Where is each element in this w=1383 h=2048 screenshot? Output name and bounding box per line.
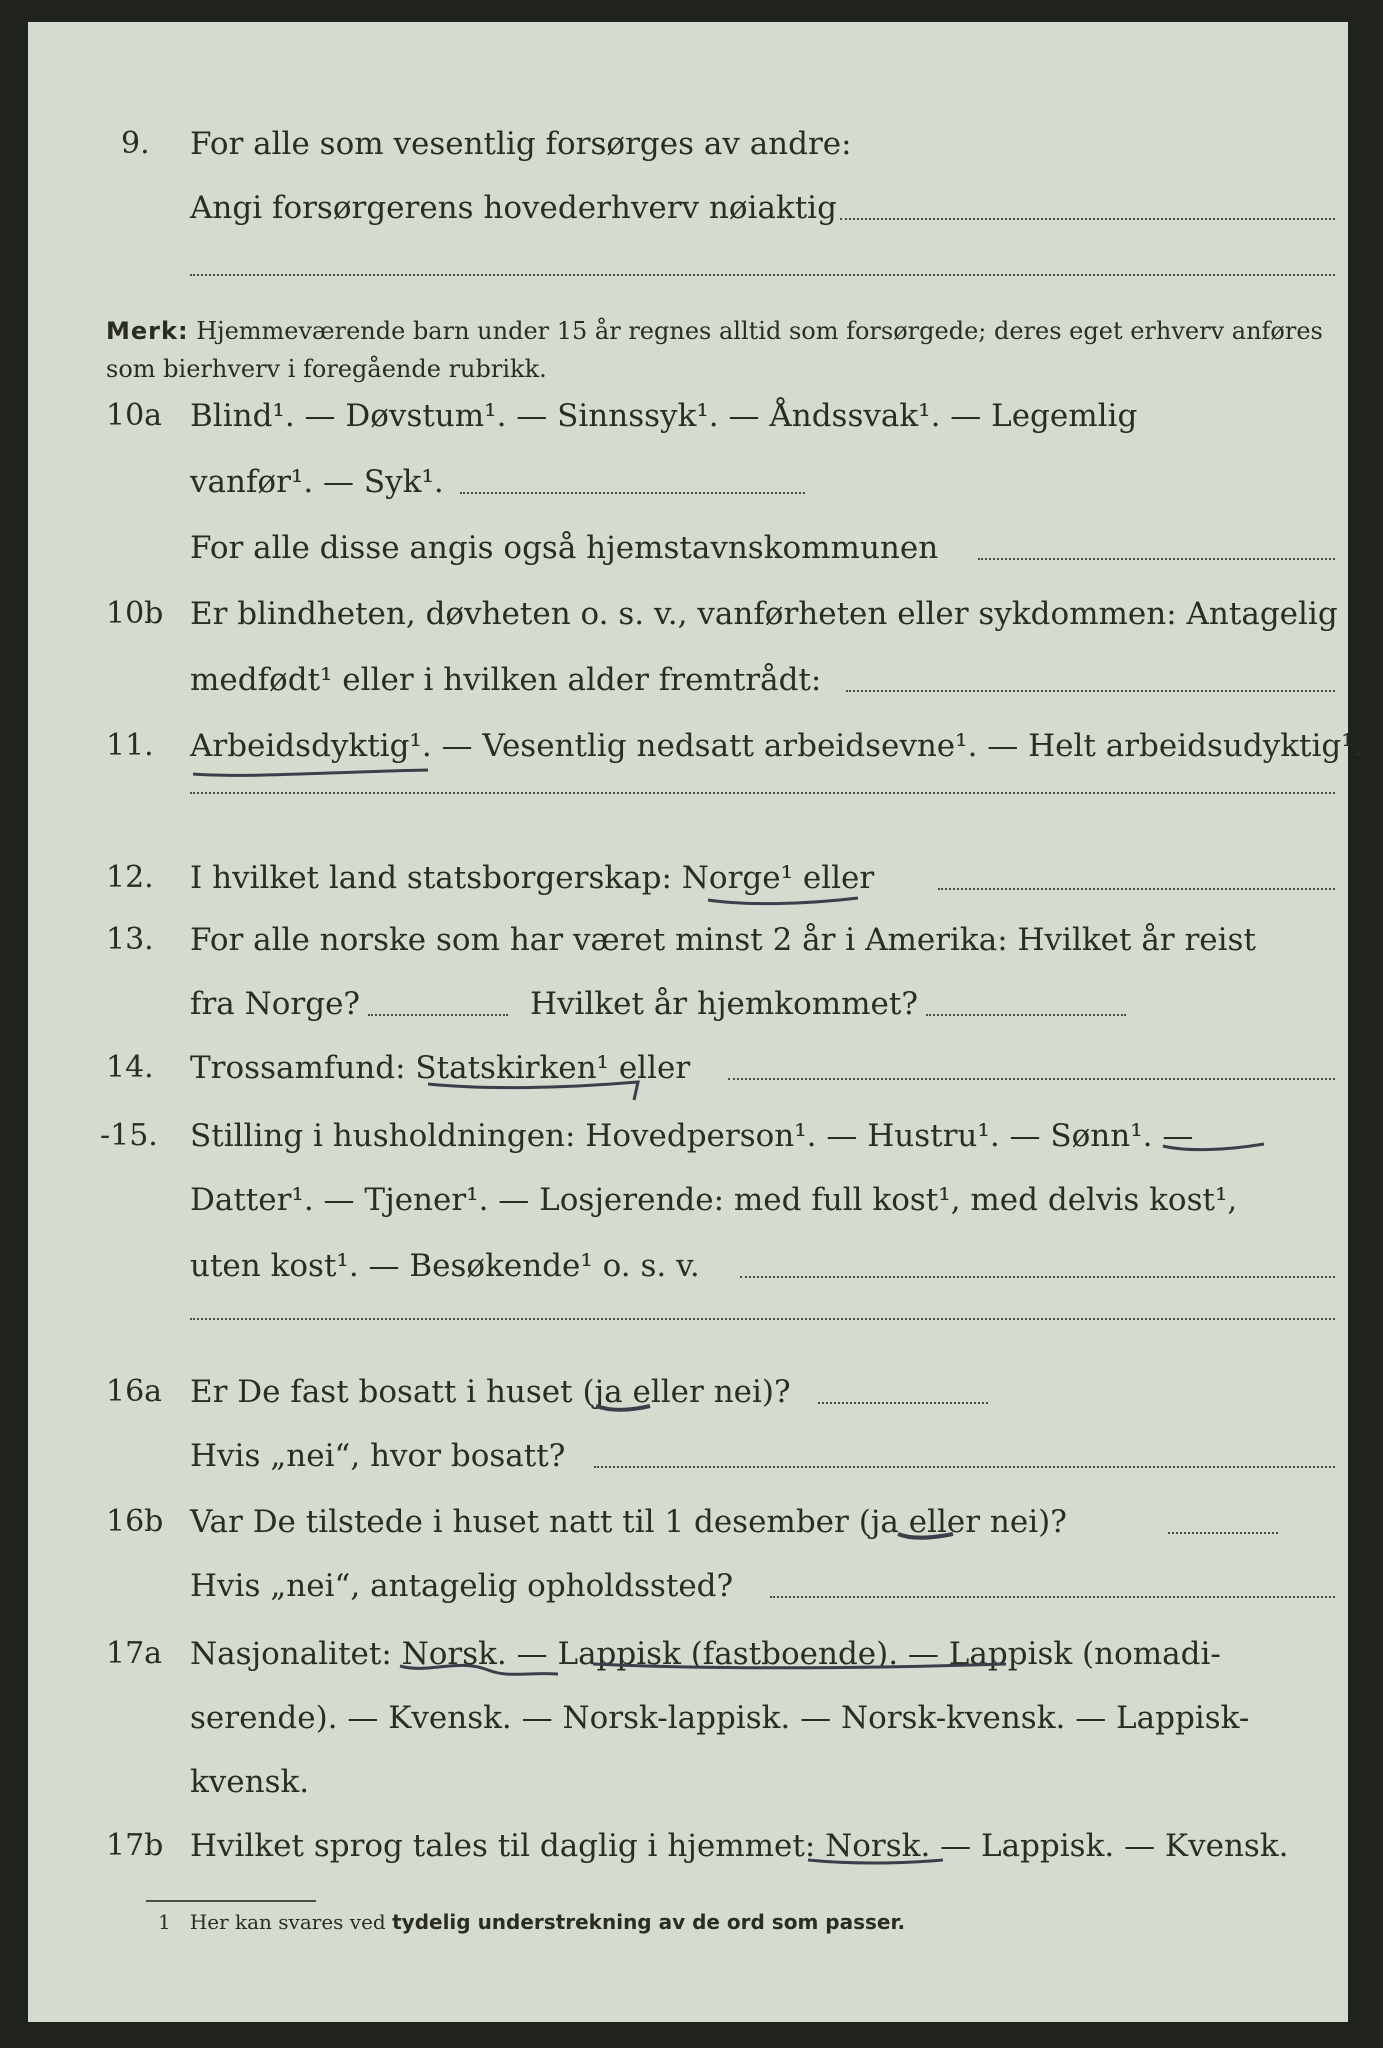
q10a-line1: Blind¹. — Døvstum¹. — Sinnssyk¹. — Åndssvak¹. — Legemlig [190, 398, 1138, 434]
merk-text: Hjemmeværende barn under 15 år regnes alltid som forsørgede; deres eget erhverv anføres som bierhverv i foregående rubrikk. [106, 317, 1323, 383]
merk-label: Merk: [106, 317, 189, 345]
question-number: 10b [106, 596, 164, 631]
q16b-opholdssted-field[interactable] [770, 1596, 1335, 1598]
q13-reist-field[interactable] [368, 1014, 508, 1016]
q13-line1: For alle norske som har været minst 2 år i Amerika: Hvilket år reist [190, 922, 1256, 958]
q13-hjemkommet-field[interactable] [926, 1014, 1126, 1016]
q17b-line1: Hvilket sprog tales til daglig i hjemmet: Norsk. — Lappisk. — Kvensk. [190, 1828, 1289, 1864]
q9-answer-field[interactable] [840, 218, 1335, 220]
question-number: 17a [106, 1636, 163, 1671]
q17a-line1: Nasjonalitet: Norsk. — Lappisk (fastboende). — Lappisk (nomadi- [190, 1636, 1221, 1672]
q13-line2a: fra Norge? [190, 986, 361, 1022]
question-number: 16a [106, 1374, 163, 1409]
q17a-line3: kvensk. [190, 1764, 310, 1800]
q15-answer-field-2[interactable] [190, 1318, 1335, 1320]
question-number: 10a [106, 398, 163, 433]
q12-line1: I hvilket land statsborgerskap: Norge¹ eller [190, 860, 875, 896]
footnote [158, 1907, 905, 1937]
question-number: -15. [100, 1118, 158, 1153]
q11-line1: Arbeidsdyktig¹. — Vesentlig nedsatt arbeidsevne¹. — Helt arbeidsudyktig¹. [190, 728, 1364, 764]
merk-note [106, 312, 1356, 388]
q16a-line1: Er De fast bosatt i huset (ja eller nei)? [190, 1374, 791, 1410]
question-number: 17b [106, 1828, 164, 1863]
q10a-hjemstavn-field[interactable] [978, 558, 1335, 560]
q15-answer-field[interactable] [740, 1276, 1335, 1278]
q14-answer-field[interactable] [728, 1078, 1335, 1080]
q10b-line1: Er blindheten, døvheten o. s. v., vanførheten eller sykdommen: Antagelig [190, 596, 1338, 632]
q16a-line2: Hvis „nei“, hvor bosatt? [190, 1438, 566, 1474]
q13-line2b: Hvilket år hjemkommet? [530, 986, 918, 1022]
question-number: 13. [106, 922, 154, 957]
underline-arbeidsdyktig [193, 770, 428, 775]
q17a-line2: serende). — Kvensk. — Norsk-lappisk. — Norsk-kvensk. — Lappisk- [190, 1700, 1250, 1736]
q15-line2: Datter¹. — Tjener¹. — Losjerende: med full kost¹, med delvis kost¹, [190, 1182, 1238, 1218]
q15-line3: uten kost¹. — Besøkende¹ o. s. v. [190, 1248, 700, 1284]
footnote-bold: tydelig understrekning av de ord som passer. [392, 1910, 906, 1934]
q16b-answer-field[interactable] [1168, 1532, 1278, 1534]
q16a-bosatt-field[interactable] [594, 1466, 1335, 1468]
footnote-mark: 1 [158, 1910, 171, 1934]
q16b-line2: Hvis „nei“, antagelig opholdssted? [190, 1568, 734, 1604]
footnote-rule [146, 1900, 316, 1902]
footnote-lead: Her kan svares ved [189, 1910, 386, 1934]
q9-line1: For alle som vesentlig forsørges av andre: [190, 126, 852, 162]
q14-line1: Trossamfund: Statskirken¹ eller [190, 1050, 691, 1086]
q16b-line1: Var De tilstede i huset natt til 1 desember (ja eller nei)? [190, 1504, 1067, 1540]
q10a-line3: For alle disse angis også hjemstavnskommunen [190, 530, 939, 566]
question-number: 9. [121, 126, 150, 161]
q9-line2: Angi forsørgerens hovederhverv nøiaktig [190, 190, 837, 226]
question-number: 11. [106, 728, 154, 763]
q16a-answer-field[interactable] [818, 1402, 988, 1404]
q10b-answer-field[interactable] [846, 690, 1335, 692]
question-number: 14. [106, 1050, 154, 1085]
question-number: 12. [106, 860, 154, 895]
q10a-answer-field[interactable] [460, 492, 805, 494]
question-number: 16b [106, 1504, 164, 1539]
census-form-page [28, 22, 1364, 2022]
q11-answer-field[interactable] [190, 792, 1335, 794]
q10b-line2: medfødt¹ eller i hvilken alder fremtrådt: [190, 662, 822, 698]
q10a-line2: vanfør¹. — Syk¹. [190, 464, 444, 500]
q9-answer-field-2[interactable] [190, 274, 1335, 276]
q15-line1: Stilling i husholdningen: Hovedperson¹. — Hustru¹. — Sønn¹. — [190, 1118, 1194, 1154]
q12-answer-field[interactable] [938, 888, 1335, 890]
